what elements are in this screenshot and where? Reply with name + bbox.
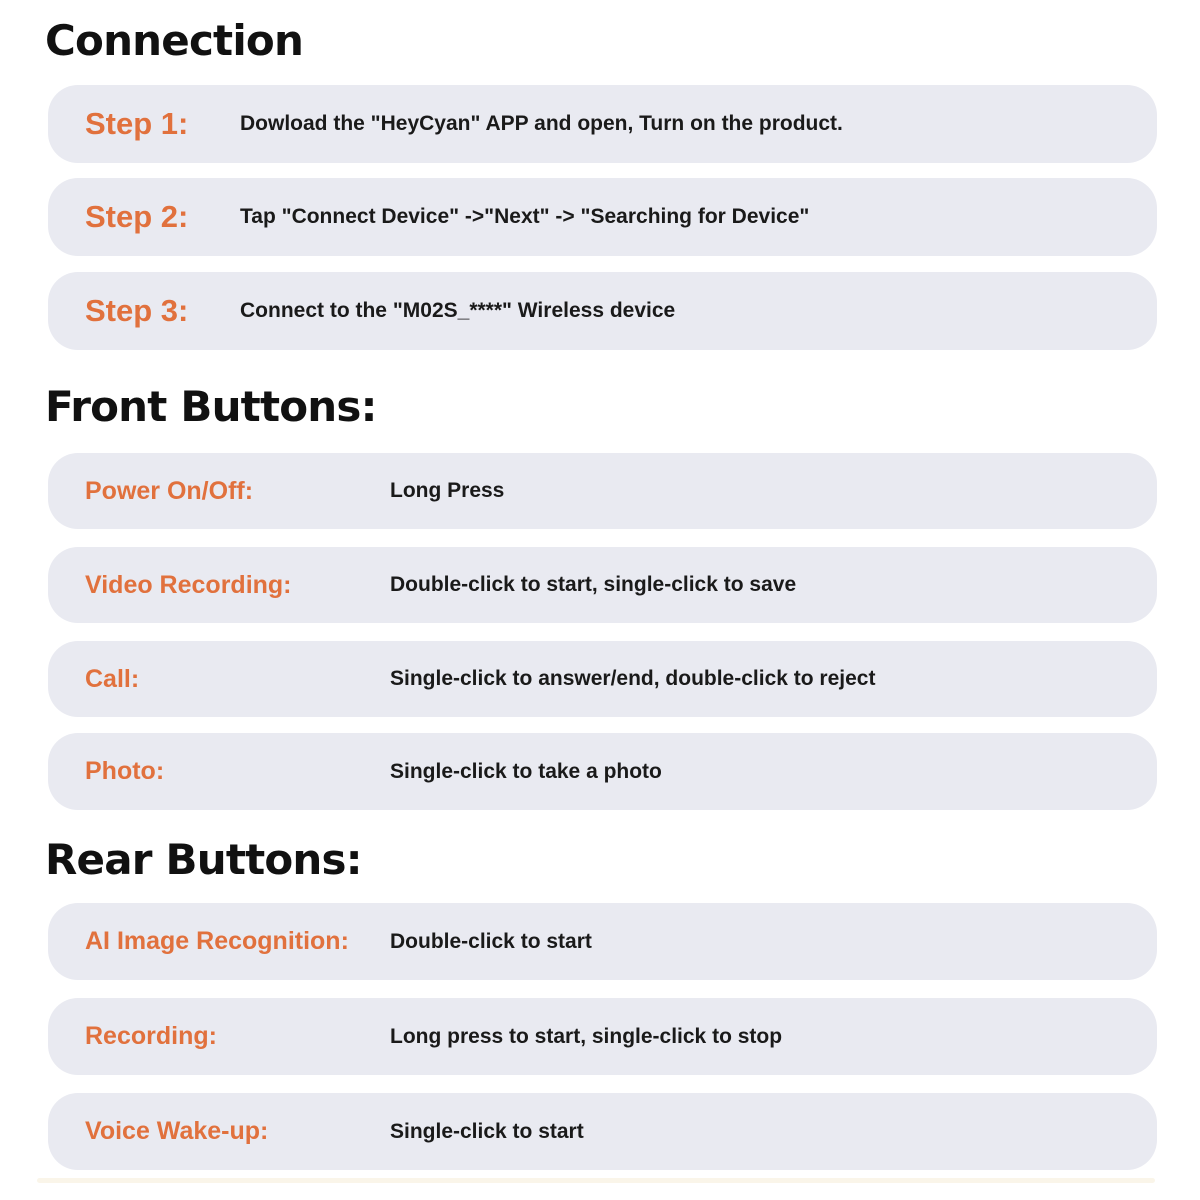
button-row-call: [48, 641, 1157, 717]
button-text: Single-click to start: [390, 1119, 584, 1143]
step-label: Step 1:: [85, 106, 189, 141]
button-label: Call:: [85, 664, 140, 693]
step-row-1: [48, 85, 1157, 163]
button-text: Double-click to start, single-click to save: [390, 573, 797, 596]
button-row-recording: [48, 998, 1157, 1075]
step-label: Step 2:: [85, 199, 189, 234]
button-label: Voice Wake-up:: [85, 1117, 269, 1145]
section-title-front-buttons: Front Buttons:: [45, 382, 377, 431]
button-row-ai-image-recognition: [48, 903, 1157, 980]
section-title-connection: Connection: [45, 16, 304, 65]
button-text: Long Press: [390, 479, 505, 502]
step-row-3: [48, 272, 1157, 350]
button-label: Power On/Off:: [85, 476, 254, 505]
button-label: Recording:: [85, 1022, 217, 1050]
button-text: Single-click to take a photo: [390, 759, 662, 783]
button-label: Video Recording:: [85, 570, 292, 599]
button-text: Long press to start, single-click to stop: [390, 1024, 783, 1048]
button-text: Double-click to start: [390, 929, 592, 953]
step-row-2: [48, 178, 1157, 256]
page-bottom-divider: [37, 1178, 1155, 1183]
step-text: Connect to the "M02S_****" Wireless device: [240, 299, 676, 322]
section-title-rear-buttons: Rear Buttons:: [45, 835, 362, 884]
step-text: Dowload the "HeyCyan" APP and open, Turn on the product.: [240, 112, 843, 135]
step-label: Step 3:: [85, 293, 189, 328]
button-label: AI Image Recognition:: [85, 927, 349, 955]
button-label: Photo:: [85, 757, 165, 785]
button-row-power: [48, 453, 1157, 529]
step-text: Tap "Connect Device" ->"Next" -> "Searching for Device": [240, 205, 810, 228]
button-row-video-recording: [48, 547, 1157, 623]
button-text: Single-click to answer/end, double-click to reject: [390, 667, 876, 690]
button-row-photo: [48, 733, 1157, 810]
button-row-voice-wake-up: [48, 1093, 1157, 1170]
